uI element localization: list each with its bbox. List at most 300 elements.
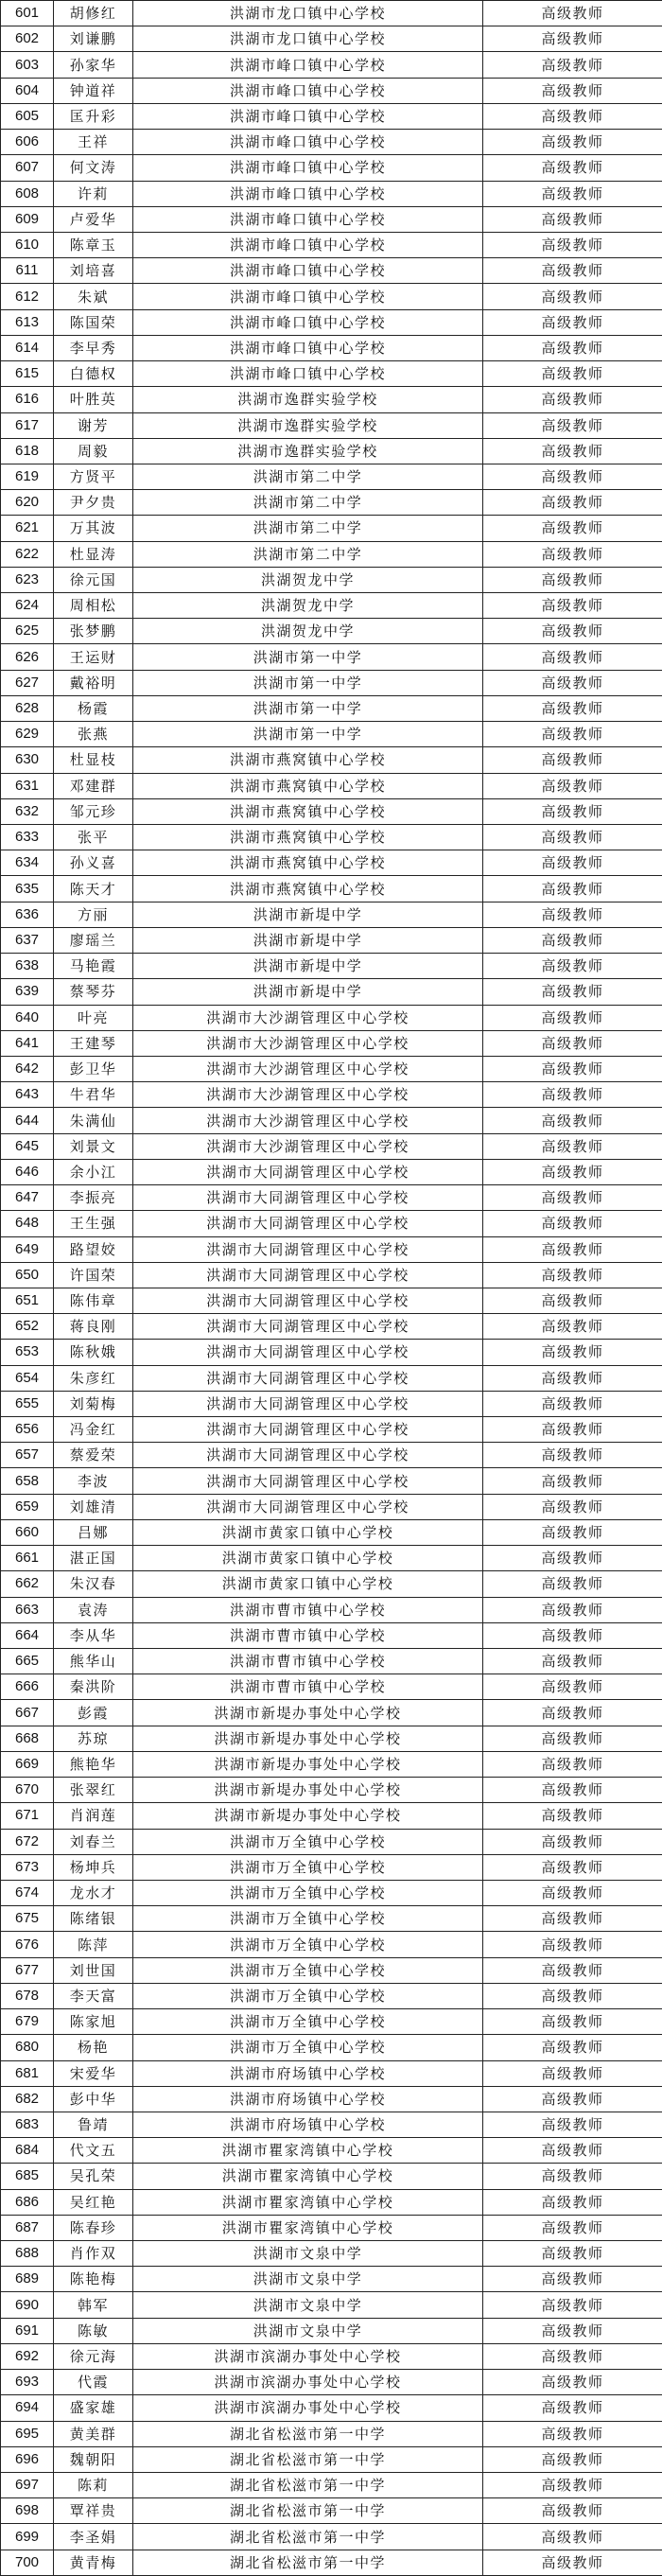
serial-number-cell: 641 [1, 1030, 54, 1056]
teacher-name-cell: 邓建群 [54, 773, 133, 798]
school-unit-cell: 洪湖市第一中学 [133, 644, 483, 670]
serial-number-cell: 665 [1, 1649, 54, 1674]
teacher-name-cell: 张翠红 [54, 1778, 133, 1803]
school-unit-cell: 洪湖市文泉中学 [133, 2241, 483, 2267]
teacher-name-cell: 湛正国 [54, 1546, 133, 1571]
serial-number-cell: 661 [1, 1546, 54, 1571]
title-rank-cell: 高级教师 [483, 490, 662, 516]
table-row [1, 722, 662, 747]
table-row [1, 2035, 662, 2060]
title-rank-cell: 高级教师 [483, 1340, 662, 1365]
title-rank-cell: 高级教师 [483, 1185, 662, 1211]
school-unit-cell: 洪湖市府场镇中心学校 [133, 2060, 483, 2086]
school-unit-cell: 洪湖市峰口镇中心学校 [133, 155, 483, 181]
teacher-name-cell: 杜显枝 [54, 747, 133, 773]
serial-number-cell: 694 [1, 2395, 54, 2421]
serial-number-cell: 622 [1, 541, 54, 567]
serial-number-cell: 607 [1, 155, 54, 181]
teacher-name-cell: 黄美群 [54, 2421, 133, 2446]
serial-number-cell: 611 [1, 258, 54, 284]
teacher-name-cell: 周毅 [54, 438, 133, 464]
teacher-name-cell: 谢芳 [54, 412, 133, 438]
table-row [1, 1854, 662, 1880]
teacher-name-cell: 徐元国 [54, 567, 133, 592]
serial-number-cell: 628 [1, 695, 54, 721]
school-unit-cell: 洪湖市第二中学 [133, 464, 483, 489]
teacher-name-cell: 陈萍 [54, 1932, 133, 1957]
table-row [1, 954, 662, 979]
school-unit-cell: 洪湖市瞿家湾镇中心学校 [133, 2215, 483, 2240]
school-unit-cell: 洪湖市曹市镇中心学校 [133, 1622, 483, 1648]
title-rank-cell: 高级教师 [483, 1082, 662, 1108]
table-row [1, 902, 662, 927]
serial-number-cell: 636 [1, 902, 54, 927]
table-row [1, 181, 662, 206]
title-rank-cell: 高级教师 [483, 232, 662, 257]
school-unit-cell: 洪湖市峰口镇中心学校 [133, 232, 483, 257]
serial-number-cell: 620 [1, 490, 54, 516]
table-row [1, 1932, 662, 1957]
title-rank-cell: 高级教师 [483, 1932, 662, 1957]
teacher-name-cell: 刘菊梅 [54, 1391, 133, 1416]
table-row [1, 773, 662, 798]
school-unit-cell: 洪湖市文泉中学 [133, 2318, 483, 2343]
school-unit-cell: 洪湖市大同湖管理区中心学校 [133, 1417, 483, 1443]
teacher-name-cell: 陈家旭 [54, 2009, 133, 2035]
teacher-name-cell: 廖瑶兰 [54, 927, 133, 953]
title-rank-cell: 高级教师 [483, 206, 662, 232]
serial-number-cell: 647 [1, 1185, 54, 1211]
serial-number-cell: 606 [1, 130, 54, 155]
school-unit-cell: 洪湖市峰口镇中心学校 [133, 103, 483, 129]
title-rank-cell: 高级教师 [483, 1803, 662, 1829]
table-row [1, 1468, 662, 1494]
title-rank-cell: 高级教师 [483, 1262, 662, 1288]
table-row [1, 2164, 662, 2189]
teacher-name-cell: 刘雄清 [54, 1494, 133, 1519]
serial-number-cell: 623 [1, 567, 54, 592]
school-unit-cell: 洪湖市曹市镇中心学校 [133, 1649, 483, 1674]
table-row [1, 258, 662, 284]
title-rank-cell: 高级教师 [483, 2189, 662, 2215]
school-unit-cell: 洪湖市燕窝镇中心学校 [133, 825, 483, 850]
school-unit-cell: 洪湖市万全镇中心学校 [133, 1829, 483, 1854]
table-row [1, 2524, 662, 2550]
school-unit-cell: 洪湖市第一中学 [133, 722, 483, 747]
title-rank-cell: 高级教师 [483, 2550, 662, 2575]
title-rank-cell: 高级教师 [483, 1133, 662, 1159]
teacher-name-cell: 路望姣 [54, 1236, 133, 1262]
serial-number-cell: 686 [1, 2189, 54, 2215]
teacher-name-cell: 李振亮 [54, 1185, 133, 1211]
school-unit-cell: 洪湖贺龙中学 [133, 619, 483, 644]
teacher-name-cell: 陈莉 [54, 2473, 133, 2498]
table-row [1, 593, 662, 619]
school-unit-cell: 洪湖市黄家口镇中心学校 [133, 1546, 483, 1571]
school-unit-cell: 洪湖市万全镇中心学校 [133, 1906, 483, 1932]
teacher-name-cell: 方丽 [54, 902, 133, 927]
table-row [1, 490, 662, 516]
title-rank-cell: 高级教师 [483, 979, 662, 1005]
teacher-name-cell: 蒋良刚 [54, 1314, 133, 1340]
teacher-name-cell: 陈艳梅 [54, 2267, 133, 2292]
table-row [1, 1288, 662, 1313]
teacher-name-cell: 李圣娟 [54, 2524, 133, 2550]
school-unit-cell: 洪湖市瞿家湾镇中心学校 [133, 2138, 483, 2164]
table-row [1, 2473, 662, 2498]
table-row [1, 876, 662, 902]
school-unit-cell: 洪湖市峰口镇中心学校 [133, 206, 483, 232]
serial-number-cell: 602 [1, 26, 54, 52]
teacher-name-cell: 熊艳华 [54, 1751, 133, 1777]
school-unit-cell: 湖北省松滋市第一中学 [133, 2473, 483, 2498]
title-rank-cell: 高级教师 [483, 876, 662, 902]
table-row [1, 1082, 662, 1108]
teacher-name-cell: 蔡琴芬 [54, 979, 133, 1005]
teacher-name-cell: 邹元珍 [54, 798, 133, 824]
title-rank-cell: 高级教师 [483, 2343, 662, 2369]
teacher-name-cell: 朱满仙 [54, 1108, 133, 1133]
school-unit-cell: 洪湖市燕窝镇中心学校 [133, 747, 483, 773]
table-row [1, 747, 662, 773]
serial-number-cell: 612 [1, 284, 54, 309]
school-unit-cell: 洪湖市大同湖管理区中心学校 [133, 1262, 483, 1288]
table-row [1, 695, 662, 721]
table-row [1, 103, 662, 129]
table-row [1, 1185, 662, 1211]
table-row [1, 78, 662, 103]
teacher-name-cell: 戴裕明 [54, 670, 133, 695]
school-unit-cell: 洪湖市万全镇中心学校 [133, 1957, 483, 1983]
title-rank-cell: 高级教师 [483, 2292, 662, 2318]
serial-number-cell: 693 [1, 2370, 54, 2395]
serial-number-cell: 615 [1, 361, 54, 387]
teacher-name-cell: 万其波 [54, 516, 133, 541]
teacher-name-cell: 刘春兰 [54, 1829, 133, 1854]
table-row [1, 1108, 662, 1133]
title-rank-cell: 高级教师 [483, 619, 662, 644]
title-rank-cell: 高级教师 [483, 2498, 662, 2524]
teacher-name-cell: 秦洪阶 [54, 1674, 133, 1700]
serial-number-cell: 616 [1, 387, 54, 412]
serial-number-cell: 662 [1, 1571, 54, 1597]
school-unit-cell: 洪湖市峰口镇中心学校 [133, 130, 483, 155]
title-rank-cell: 高级教师 [483, 516, 662, 541]
table-row [1, 2138, 662, 2164]
teacher-name-cell: 龙水才 [54, 1880, 133, 1905]
table-row [1, 1597, 662, 1622]
school-unit-cell: 洪湖市大同湖管理区中心学校 [133, 1211, 483, 1236]
school-unit-cell: 洪湖市万全镇中心学校 [133, 2035, 483, 2060]
school-unit-cell: 洪湖市滨湖办事处中心学校 [133, 2343, 483, 2369]
serial-number-cell: 654 [1, 1365, 54, 1391]
title-rank-cell: 高级教师 [483, 1906, 662, 1932]
serial-number-cell: 690 [1, 2292, 54, 2318]
teacher-name-cell: 李波 [54, 1468, 133, 1494]
serial-number-cell: 685 [1, 2164, 54, 2189]
school-unit-cell: 洪湖市大同湖管理区中心学校 [133, 1391, 483, 1416]
teacher-name-cell: 许莉 [54, 181, 133, 206]
teacher-name-cell: 吕娜 [54, 1519, 133, 1545]
teacher-name-cell: 孙家华 [54, 52, 133, 78]
teacher-name-cell: 徐元海 [54, 2343, 133, 2369]
table-row [1, 2550, 662, 2575]
teacher-name-cell: 余小江 [54, 1159, 133, 1184]
serial-number-cell: 676 [1, 1932, 54, 1957]
title-rank-cell: 高级教师 [483, 902, 662, 927]
school-unit-cell: 洪湖市大沙湖管理区中心学校 [133, 1082, 483, 1108]
school-unit-cell: 洪湖市燕窝镇中心学校 [133, 850, 483, 876]
title-rank-cell: 高级教师 [483, 438, 662, 464]
school-unit-cell: 洪湖市万全镇中心学校 [133, 1983, 483, 2008]
serial-number-cell: 668 [1, 1726, 54, 1751]
table-row [1, 1056, 662, 1081]
school-unit-cell: 洪湖市大同湖管理区中心学校 [133, 1314, 483, 1340]
teacher-name-cell: 白德权 [54, 361, 133, 387]
table-row [1, 670, 662, 695]
school-unit-cell: 洪湖市燕窝镇中心学校 [133, 876, 483, 902]
title-rank-cell: 高级教师 [483, 1288, 662, 1313]
roster-table-body [1, 1, 662, 2576]
table-row [1, 979, 662, 1005]
teacher-name-cell: 张燕 [54, 722, 133, 747]
title-rank-cell: 高级教师 [483, 1056, 662, 1081]
teacher-name-cell: 代霞 [54, 2370, 133, 2395]
school-unit-cell: 洪湖市大同湖管理区中心学校 [133, 1443, 483, 1468]
teacher-name-cell: 朱汉春 [54, 1571, 133, 1597]
table-row [1, 232, 662, 257]
serial-number-cell: 649 [1, 1236, 54, 1262]
serial-number-cell: 648 [1, 1211, 54, 1236]
table-row [1, 1546, 662, 1571]
serial-number-cell: 634 [1, 850, 54, 876]
teacher-name-cell: 王建琴 [54, 1030, 133, 1056]
teacher-name-cell: 代文五 [54, 2138, 133, 2164]
serial-number-cell: 644 [1, 1108, 54, 1133]
table-row [1, 1622, 662, 1648]
school-unit-cell: 洪湖市滨湖办事处中心学校 [133, 2370, 483, 2395]
title-rank-cell: 高级教师 [483, 1519, 662, 1545]
serial-number-cell: 617 [1, 412, 54, 438]
title-rank-cell: 高级教师 [483, 309, 662, 335]
title-rank-cell: 高级教师 [483, 1880, 662, 1905]
table-row [1, 2498, 662, 2524]
teacher-name-cell: 盛家雄 [54, 2395, 133, 2421]
serial-number-cell: 613 [1, 309, 54, 335]
school-unit-cell: 洪湖市新堤中学 [133, 979, 483, 1005]
teacher-name-cell: 王运财 [54, 644, 133, 670]
serial-number-cell: 640 [1, 1005, 54, 1030]
title-rank-cell: 高级教师 [483, 644, 662, 670]
title-rank-cell: 高级教师 [483, 567, 662, 592]
serial-number-cell: 651 [1, 1288, 54, 1313]
serial-number-cell: 658 [1, 1468, 54, 1494]
school-unit-cell: 洪湖市新堤办事处中心学校 [133, 1700, 483, 1726]
table-row [1, 1262, 662, 1288]
table-row [1, 619, 662, 644]
school-unit-cell: 洪湖市大沙湖管理区中心学校 [133, 1108, 483, 1133]
serial-number-cell: 643 [1, 1082, 54, 1108]
table-row [1, 850, 662, 876]
school-unit-cell: 洪湖市峰口镇中心学校 [133, 335, 483, 360]
serial-number-cell: 629 [1, 722, 54, 747]
school-unit-cell: 洪湖市文泉中学 [133, 2267, 483, 2292]
title-rank-cell: 高级教师 [483, 1778, 662, 1803]
school-unit-cell: 洪湖市第一中学 [133, 670, 483, 695]
serial-number-cell: 666 [1, 1674, 54, 1700]
title-rank-cell: 高级教师 [483, 1030, 662, 1056]
table-row [1, 155, 662, 181]
school-unit-cell: 洪湖市府场镇中心学校 [133, 2112, 483, 2137]
teacher-name-cell: 陈伟章 [54, 1288, 133, 1313]
title-rank-cell: 高级教师 [483, 927, 662, 953]
teacher-name-cell: 钟道祥 [54, 78, 133, 103]
teacher-name-cell: 方贤平 [54, 464, 133, 489]
school-unit-cell: 洪湖市峰口镇中心学校 [133, 284, 483, 309]
table-row [1, 464, 662, 489]
school-unit-cell: 洪湖贺龙中学 [133, 593, 483, 619]
school-unit-cell: 湖北省松滋市第一中学 [133, 2498, 483, 2524]
serial-number-cell: 639 [1, 979, 54, 1005]
serial-number-cell: 697 [1, 2473, 54, 2498]
serial-number-cell: 609 [1, 206, 54, 232]
table-row [1, 1236, 662, 1262]
school-unit-cell: 洪湖市新堤办事处中心学校 [133, 1803, 483, 1829]
table-row [1, 1133, 662, 1159]
title-rank-cell: 高级教师 [483, 2318, 662, 2343]
teacher-name-cell: 王生强 [54, 1211, 133, 1236]
school-unit-cell: 洪湖市大同湖管理区中心学校 [133, 1236, 483, 1262]
table-row [1, 1571, 662, 1597]
school-unit-cell: 洪湖市万全镇中心学校 [133, 1932, 483, 1957]
title-rank-cell: 高级教师 [483, 155, 662, 181]
title-rank-cell: 高级教师 [483, 2009, 662, 2035]
school-unit-cell: 洪湖市大同湖管理区中心学校 [133, 1494, 483, 1519]
title-rank-cell: 高级教师 [483, 2060, 662, 2086]
table-row [1, 1983, 662, 2008]
table-row [1, 1365, 662, 1391]
teacher-name-cell: 肖润莲 [54, 1803, 133, 1829]
serial-number-cell: 669 [1, 1751, 54, 1777]
school-unit-cell: 湖北省松滋市第一中学 [133, 2421, 483, 2446]
teacher-name-cell: 许国荣 [54, 1262, 133, 1288]
table-row [1, 1391, 662, 1416]
title-rank-cell: 高级教师 [483, 1005, 662, 1030]
school-unit-cell: 洪湖市万全镇中心学校 [133, 1854, 483, 1880]
title-rank-cell: 高级教师 [483, 825, 662, 850]
serial-number-cell: 608 [1, 181, 54, 206]
serial-number-cell: 632 [1, 798, 54, 824]
school-unit-cell: 洪湖市万全镇中心学校 [133, 2009, 483, 2035]
serial-number-cell: 678 [1, 1983, 54, 2008]
teacher-name-cell: 彭卫华 [54, 1056, 133, 1081]
table-row [1, 2370, 662, 2395]
serial-number-cell: 696 [1, 2446, 54, 2472]
serial-number-cell: 621 [1, 516, 54, 541]
school-unit-cell: 洪湖市黄家口镇中心学校 [133, 1571, 483, 1597]
serial-number-cell: 638 [1, 954, 54, 979]
title-rank-cell: 高级教师 [483, 1546, 662, 1571]
teacher-name-cell: 袁涛 [54, 1597, 133, 1622]
title-rank-cell: 高级教师 [483, 2395, 662, 2421]
school-unit-cell: 洪湖市燕窝镇中心学校 [133, 798, 483, 824]
school-unit-cell: 洪湖市滨湖办事处中心学校 [133, 2395, 483, 2421]
table-row [1, 1005, 662, 1030]
table-row [1, 1159, 662, 1184]
serial-number-cell: 698 [1, 2498, 54, 2524]
title-rank-cell: 高级教师 [483, 2524, 662, 2550]
title-rank-cell: 高级教师 [483, 2164, 662, 2189]
title-rank-cell: 高级教师 [483, 258, 662, 284]
title-rank-cell: 高级教师 [483, 2138, 662, 2164]
teacher-name-cell: 肖作双 [54, 2241, 133, 2267]
title-rank-cell: 高级教师 [483, 1211, 662, 1236]
serial-number-cell: 689 [1, 2267, 54, 2292]
serial-number-cell: 601 [1, 1, 54, 26]
table-row [1, 2421, 662, 2446]
table-row [1, 1, 662, 26]
school-unit-cell: 洪湖市大沙湖管理区中心学校 [133, 1056, 483, 1081]
serial-number-cell: 626 [1, 644, 54, 670]
serial-number-cell: 645 [1, 1133, 54, 1159]
title-rank-cell: 高级教师 [483, 284, 662, 309]
table-row [1, 1649, 662, 1674]
title-rank-cell: 高级教师 [483, 2112, 662, 2137]
serial-number-cell: 675 [1, 1906, 54, 1932]
serial-number-cell: 664 [1, 1622, 54, 1648]
table-row [1, 2112, 662, 2137]
table-row [1, 1417, 662, 1443]
serial-number-cell: 655 [1, 1391, 54, 1416]
teacher-name-cell: 魏朝阳 [54, 2446, 133, 2472]
title-rank-cell: 高级教师 [483, 541, 662, 567]
serial-number-cell: 670 [1, 1778, 54, 1803]
table-row [1, 2446, 662, 2472]
school-unit-cell: 洪湖市逸群实验学校 [133, 412, 483, 438]
school-unit-cell: 洪湖市第一中学 [133, 695, 483, 721]
teacher-name-cell: 陈绪银 [54, 1906, 133, 1932]
school-unit-cell: 洪湖市第二中学 [133, 490, 483, 516]
title-rank-cell: 高级教师 [483, 1854, 662, 1880]
teacher-name-cell: 陈敏 [54, 2318, 133, 2343]
table-row [1, 2009, 662, 2035]
school-unit-cell: 洪湖市大同湖管理区中心学校 [133, 1340, 483, 1365]
serial-number-cell: 691 [1, 2318, 54, 2343]
table-row [1, 541, 662, 567]
serial-number-cell: 657 [1, 1443, 54, 1468]
serial-number-cell: 605 [1, 103, 54, 129]
serial-number-cell: 680 [1, 2035, 54, 2060]
title-rank-cell: 高级教师 [483, 52, 662, 78]
title-rank-cell: 高级教师 [483, 1571, 662, 1597]
title-rank-cell: 高级教师 [483, 1622, 662, 1648]
teacher-name-cell: 陈国荣 [54, 309, 133, 335]
title-rank-cell: 高级教师 [483, 1468, 662, 1494]
school-unit-cell: 湖北省松滋市第一中学 [133, 2524, 483, 2550]
table-row [1, 361, 662, 387]
title-rank-cell: 高级教师 [483, 1829, 662, 1854]
title-rank-cell: 高级教师 [483, 464, 662, 489]
serial-number-cell: 618 [1, 438, 54, 464]
table-row [1, 412, 662, 438]
serial-number-cell: 624 [1, 593, 54, 619]
title-rank-cell: 高级教师 [483, 1236, 662, 1262]
serial-number-cell: 610 [1, 232, 54, 257]
serial-number-cell: 663 [1, 1597, 54, 1622]
school-unit-cell: 洪湖市逸群实验学校 [133, 387, 483, 412]
teacher-name-cell: 刘谦鹏 [54, 26, 133, 52]
table-row [1, 1494, 662, 1519]
